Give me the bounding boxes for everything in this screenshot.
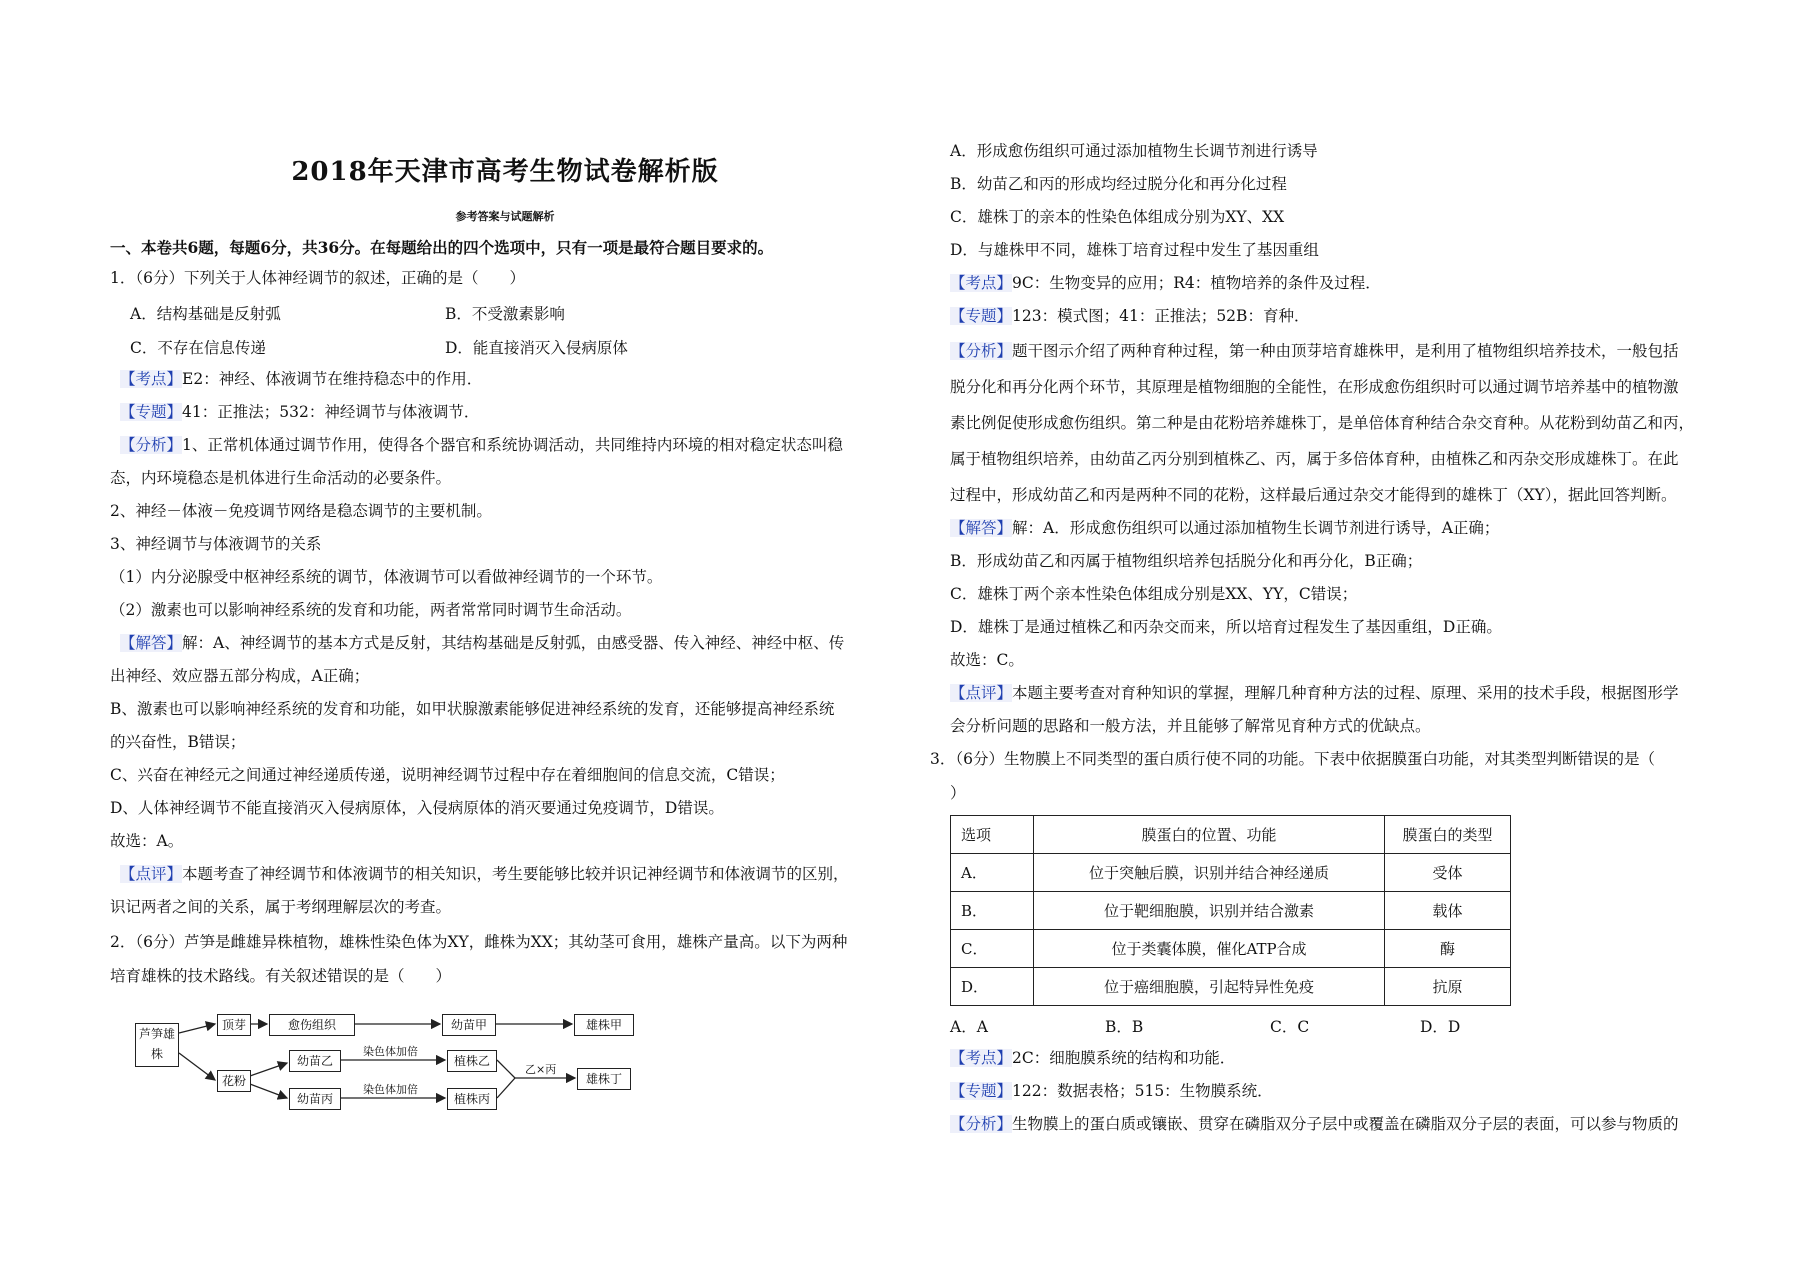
q1-option-b: B．不受激素影响 [445, 305, 565, 323]
q1-dianping [120, 864, 849, 884]
table-header-cell: 选项 [951, 816, 1034, 854]
table-cell: 位于癌细胞膜，引起特异性免疫 [1034, 968, 1385, 1006]
table-cell: 酶 [1385, 930, 1511, 968]
kaodian-tag: 【考点】 [120, 370, 183, 388]
membrane-protein-table [950, 815, 1511, 1006]
table-header-cell: 膜蛋白的位置、功能 [1034, 816, 1385, 854]
q1-dianping-text: 本题考查了神经调节和体液调节的相关知识，考生要能够比较并识记神经调节和体液调节的区别， [182, 865, 849, 883]
table-cell: 受体 [1385, 854, 1511, 892]
flow-pollen-box: 花粉 [217, 1070, 251, 1092]
dianping-tag: 【点评】 [950, 684, 1013, 702]
q2-kaodian [950, 273, 1381, 293]
q2-dianping-text: 本题主要考查对育种知识的掌握，理解几种育种方法的过程、原理、采用的技术手段，根据图形学 [1012, 684, 1679, 702]
q2-fenxi-text: 题干图示介绍了两种育种过程，第一种由顶芽培育雄株甲，是利用了植物组织培养技术，一般包括 [1012, 342, 1679, 360]
q1-fenxi-line2: 态，内环境稳态是机体进行生命活动的必要条件。 [110, 469, 452, 487]
table-cell: 抗原 [1385, 968, 1511, 1006]
table-row [951, 892, 1511, 930]
q1-kaodian [120, 369, 482, 389]
table-row [951, 968, 1511, 1006]
q3-kaodian-text: 2C：细胞膜系统的结构和功能． [1012, 1049, 1236, 1067]
q3-stem-line2: ） [950, 784, 966, 802]
flow-double-label-2: 染色体加倍 [363, 1083, 418, 1096]
q2-jieda [950, 518, 1499, 538]
q2-fenxi-line3: 素比例促使形成愈伤组织。第二种是由花粉培养雄株丁，是单倍体育种结合杂交育种。从花粉到幼苗乙和丙， [950, 414, 1695, 432]
q1-fenxi-line5: （1）内分泌腺受中枢神经系统的调节，体液调节可以看做神经调节的一个环节。 [110, 568, 663, 586]
q3-zhuanti [950, 1081, 1273, 1101]
table-cell: 位于突触后膜，识别并结合神经递质 [1034, 854, 1385, 892]
q2-dianping-line2: 会分析问题的思路和一般方法，并且能够了解常见育种方式的优缺点。 [950, 717, 1431, 735]
q1-zhuanti-text: 41：正推法；532：神经调节与体液调节． [182, 403, 480, 421]
q2-zhuanti-text: 123：模式图；41：正推法；52B：育种． [1012, 307, 1310, 325]
q3-kaodian [950, 1048, 1235, 1068]
table-row [951, 930, 1511, 968]
zhuanti-tag: 【专题】 [950, 1082, 1013, 1100]
kaodian-tag: 【考点】 [950, 1049, 1013, 1067]
flow-cross-label: 乙×丙 [525, 1063, 557, 1076]
flow-seedling-bing-box: 幼苗丙 [289, 1088, 341, 1110]
fenxi-tag: 【分析】 [120, 436, 183, 454]
flow-callus-box: 愈伤组织 [269, 1014, 355, 1036]
q2-zhuanti [950, 306, 1309, 326]
q2-fenxi [950, 341, 1679, 361]
table-header-row [951, 816, 1511, 854]
q1-stem: 1．（6分）下列关于人体神经调节的叙述，正确的是（ ） [110, 269, 525, 287]
q2-jieda-line2: B．形成幼苗乙和丙属于植物组织培养包括脱分化和再分化，B正确； [950, 552, 1423, 570]
q1-jieda [120, 633, 844, 653]
flow-bud-box: 顶芽 [217, 1014, 251, 1036]
q1-fenxi [120, 435, 843, 455]
q2-fenxi-line4: 属于植物组织培养，由幼苗乙丙分别到植株乙、丙，属于多倍体育种，由植株乙和丙杂交形成雄株丁。在此 [950, 450, 1679, 468]
fenxi-tag: 【分析】 [950, 342, 1013, 360]
zhuanti-tag: 【专题】 [950, 307, 1013, 325]
flow-plant-bing-box: 植株丙 [447, 1088, 497, 1110]
q1-option-c: C．不存在信息传递 [130, 339, 266, 357]
q1-fenxi-text: 1、正常机体通过调节作用，使得各个器官和系统协调活动，共同维持内环境的相对稳定状态叫稳 [182, 436, 843, 454]
q1-fenxi-line6: （2）激素也可以影响神经系统的发育和功能，两者常常同时调节生命活动。 [110, 601, 632, 619]
table-cell: 位于靶细胞膜，识别并结合激素 [1034, 892, 1385, 930]
table-header-cell: 膜蛋白的类型 [1385, 816, 1511, 854]
table-cell: C． [951, 930, 1034, 968]
zhuanti-tag: 【专题】 [120, 403, 183, 421]
q2-stem-line2: 培育雄株的技术路线。有关叙述错误的是（ ） [110, 967, 452, 985]
flow-plant-yi-box: 植株乙 [447, 1050, 497, 1072]
q2-jieda-line4: D．雄株丁是通过植株乙和丙杂交而来，所以培育过程发生了基因重组，D正确。 [950, 618, 1502, 636]
table-cell: A． [951, 854, 1034, 892]
q1-jieda-text: 解：A、神经调节的基本方式是反射，其结构基础是反射弧，由感受器、传入神经、神经中枢、传 [182, 634, 845, 652]
flow-start-box: 芦笋雄株 [135, 1023, 179, 1067]
q3-zhuanti-text: 122：数据表格；515：生物膜系统． [1012, 1082, 1273, 1100]
table-cell: B． [951, 892, 1034, 930]
q2-jieda-line3: C．雄株丁两个亲本性染色体组成分别是XX、YY，C错误； [950, 585, 1358, 603]
q1-fenxi-line3: 2、神经－体液－免疫调节网络是稳态调节的主要机制。 [110, 502, 492, 520]
q3-option-d: D．D [1420, 1018, 1461, 1036]
table-cell: 位于类囊体膜，催化ATP合成 [1034, 930, 1385, 968]
flow-seedling-jia-box: 幼苗甲 [442, 1014, 496, 1036]
q1-dianping-line2: 识记两者之间的关系，属于考纲理解层次的考查。 [110, 898, 452, 916]
table-cell: 载体 [1385, 892, 1511, 930]
kaodian-tag: 【考点】 [950, 274, 1013, 292]
q3-fenxi-text: 生物膜上的蛋白质或镶嵌、贯穿在磷脂双分子层中或覆盖在磷脂双分子层的表面，可以参与物质的 [1012, 1115, 1679, 1133]
q2-jieda-text: 解：A．形成愈伤组织可以通过添加植物生长调节剂进行诱导，A正确； [1012, 519, 1500, 537]
page-title: 2018年天津市高考生物试卷解析版 [291, 157, 719, 187]
q2-dianping [950, 683, 1679, 703]
breeding-flowchart [135, 1008, 655, 1118]
q1-fenxi-line4: 3、神经调节与体液调节的关系 [110, 535, 322, 553]
q3-stem-line1: 3．（6分）生物膜上不同类型的蛋白质行使不同的功能。下表中依据膜蛋白功能，对其类型判断错误的是（ [930, 750, 1655, 768]
q1-zhuanti [120, 402, 479, 422]
q1-kaodian-text: E2：神经、体液调节在维持稳态中的作用． [182, 370, 483, 388]
flow-double-label-1: 染色体加倍 [363, 1045, 418, 1058]
q2-kaodian-text: 9C：生物变异的应用；R4：植物培养的条件及过程． [1012, 274, 1381, 292]
jieda-tag: 【解答】 [120, 634, 183, 652]
q2-fenxi-line5: 过程中，形成幼苗乙和丙是两种不同的花粉，这样最后通过杂交才能得到的雄株丁（XY），据此回答判断。 [950, 486, 1677, 504]
q2-option-b: B．幼苗乙和丙的形成均经过脱分化和再分化过程 [950, 175, 1287, 193]
table-row [951, 854, 1511, 892]
q1-jieda-line3: B、激素也可以影响神经系统的发育和功能，如甲状腺激素能够促进神经系统的发育，还能够提高神经系统 [110, 700, 835, 718]
dianping-tag: 【点评】 [120, 865, 183, 883]
q3-option-b: B．B [1105, 1018, 1144, 1036]
flow-plant-ding-box: 雄株丁 [577, 1068, 631, 1090]
q2-option-d: D．与雄株甲不同，雄株丁培育过程中发生了基因重组 [950, 241, 1319, 259]
fenxi-tag: 【分析】 [950, 1115, 1013, 1133]
q3-fenxi [950, 1114, 1679, 1134]
q1-jieda-line5: C、兴奋在神经元之间通过神经递质传递，说明神经调节过程中存在着细胞间的信息交流，C错误； [110, 766, 785, 784]
table-cell: D． [951, 968, 1034, 1006]
section-heading: 一、本卷共6题，每题6分，共36分。在每题给出的四个选项中，只有一项是最符合题目要求的。 [110, 238, 774, 257]
q1-jieda-line2: 出神经、效应器五部分构成，A正确； [110, 667, 370, 685]
q2-answer: 故选：C。 [950, 651, 1024, 669]
q1-option-d: D．能直接消灭入侵病原体 [445, 339, 628, 357]
q1-jieda-line4: 的兴奋性，B错误； [110, 733, 246, 751]
q1-jieda-line6: D、人体神经调节不能直接消灭入侵病原体，入侵病原体的消灭要通过免疫调节，D错误。 [110, 799, 724, 817]
jieda-tag: 【解答】 [950, 519, 1013, 537]
flow-seedling-yi-box: 幼苗乙 [289, 1050, 341, 1072]
q2-option-a: A．形成愈伤组织可通过添加植物生长调节剂进行诱导 [950, 142, 1318, 160]
flow-plant-jia-box: 雄株甲 [574, 1014, 634, 1036]
page-subtitle: 参考答案与试题解析 [455, 210, 555, 223]
q2-option-c: C．雄株丁的亲本的性染色体组成分别为XY、XX [950, 208, 1285, 226]
q2-fenxi-line2: 脱分化和再分化两个环节，其原理是植物细胞的全能性，在形成愈伤组织时可以通过调节培养基中的植物激 [950, 378, 1679, 396]
q2-stem-line1: 2．（6分）芦笋是雌雄异株植物，雄株性染色体为XY，雌株为XX；其幼茎可食用，雄株产量高。以下为两种 [110, 933, 848, 951]
q3-option-c: C．C [1270, 1018, 1310, 1036]
q1-answer: 故选：A。 [110, 832, 184, 850]
q3-option-a: A．A [950, 1018, 988, 1036]
q1-option-a: A．结构基础是反射弧 [130, 305, 281, 323]
